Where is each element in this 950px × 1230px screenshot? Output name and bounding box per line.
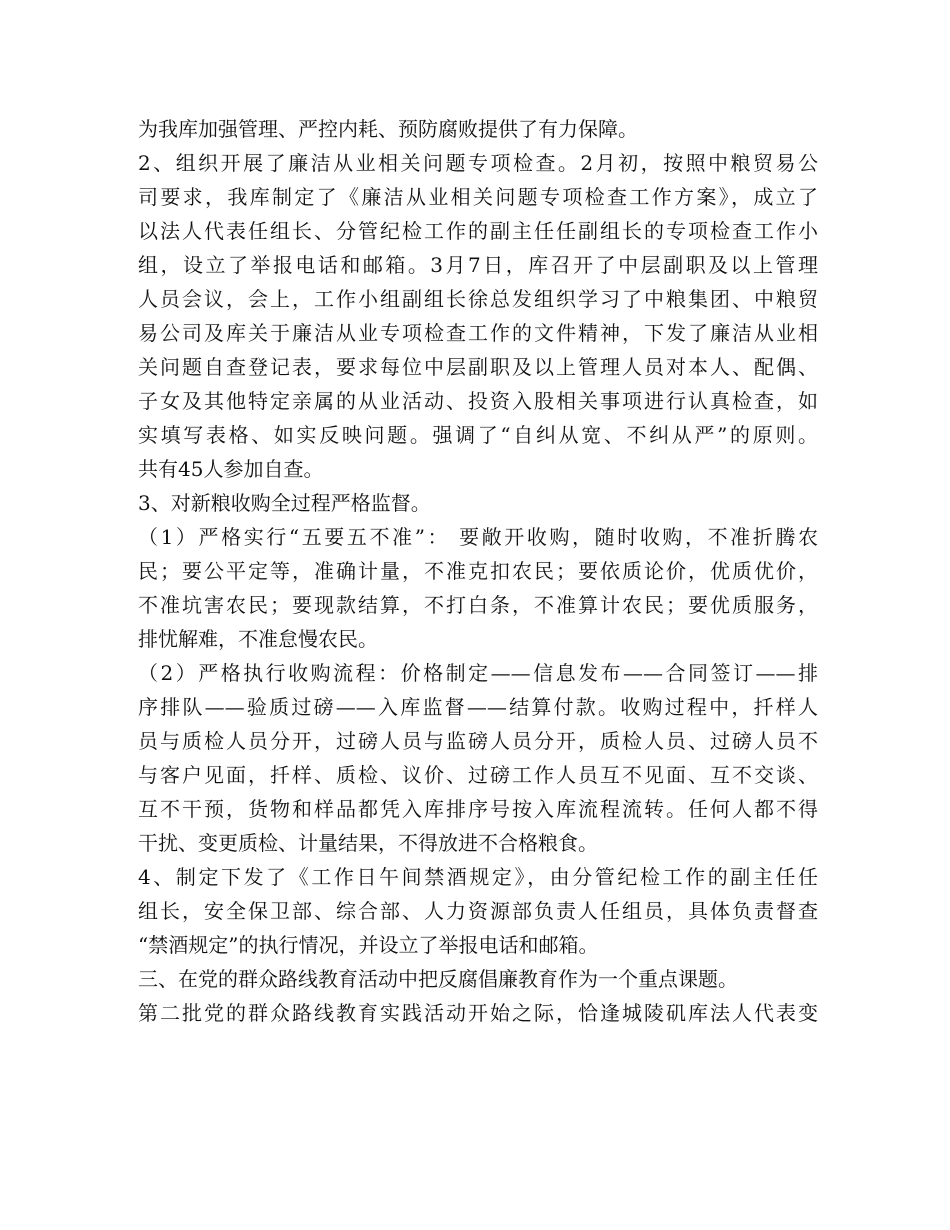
text-line: 互不干预，货物和样品都凭入库排序号按入库流程流转。任何人都不得 (138, 797, 818, 821)
text-line: 第二批党的群众路线教育实践活动开始之际，恰逢城陵矶库法人代表变 (138, 1001, 818, 1025)
text-line: 三、在党的群众路线教育活动中把反腐倡廉教育作为一个重点课题。 (138, 967, 738, 991)
text-line: 干扰、变更质检、计量结果，不得放进不合格粮食。 (138, 831, 598, 855)
text-line: 人员会议，会上，工作小组副组长徐总发组织学习了中粮集团、中粮贸 (138, 287, 818, 311)
text-line: 序排队——验质过磅——入库监督——结算付款。收购过程中，扦样人 (138, 695, 818, 719)
text-line: 组长，安全保卫部、综合部、人力资源部负责人任组员，具体负责督查 (138, 899, 818, 923)
text-line: 组，设立了举报电话和邮箱。3月7日，库召开了中层副职及以上管理 (138, 253, 818, 277)
text-line: 民；要公平定等，准确计量，不准克扣农民；要依质论价，优质优价， (138, 559, 818, 583)
text-line: 不准坑害农民；要现款结算，不打白条，不准算计农民；要优质服务， (138, 593, 818, 617)
text-line: “禁酒规定”的执行情况，并设立了举报电话和邮箱。 (138, 933, 599, 957)
text-line: 2、组织开展了廉洁从业相关问题专项检查。2月初，按照中粮贸易公 (138, 151, 818, 175)
text-line: 实填写表格、如实反映问题。强调了“自纠从宽、不纠从严”的原则。 (138, 423, 818, 447)
text-line: 员与质检人员分开，过磅人员与监磅人员分开，质检人员、过磅人员不 (138, 729, 818, 753)
text-line: 为我库加强管理、严控内耗、预防腐败提供了有力保障。 (138, 117, 638, 141)
text-line: 3、对新粮收购全过程严格监督。 (138, 491, 431, 515)
text-line: 子女及其他特定亲属的从业活动、投资入股相关事项进行认真检查，如 (138, 389, 818, 413)
text-line: 4、制定下发了《工作日午间禁酒规定》，由分管纪检工作的副主任任 (138, 865, 818, 889)
text-line: 司要求，我库制定了《廉洁从业相关问题专项检查工作方案》，成立了 (138, 185, 818, 209)
text-line: 关问题自查登记表，要求每位中层副职及以上管理人员对本人、配偶、 (138, 355, 818, 379)
document-body (138, 112, 818, 1030)
text-line: 与客户见面，扦样、质检、议价、过磅工作人员互不见面、互不交谈、 (138, 763, 818, 787)
text-line: （2）严格执行收购流程：价格制定——信息发布——合同签订——排 (138, 661, 818, 685)
text-line: 易公司及库关于廉洁从业专项检查工作的文件精神，下发了廉洁从业相 (138, 321, 818, 345)
text-line: 共有45人参加自查。 (138, 457, 324, 481)
text-line: 以法人代表任组长、分管纪检工作的副主任任副组长的专项检查工作小 (138, 219, 818, 243)
text-line: 排忧解难，不准怠慢农民。 (138, 627, 378, 651)
text-line: （1）严格实行“五要五不准”： 要敞开收购，随时收购，不准折腾农 (138, 525, 818, 549)
